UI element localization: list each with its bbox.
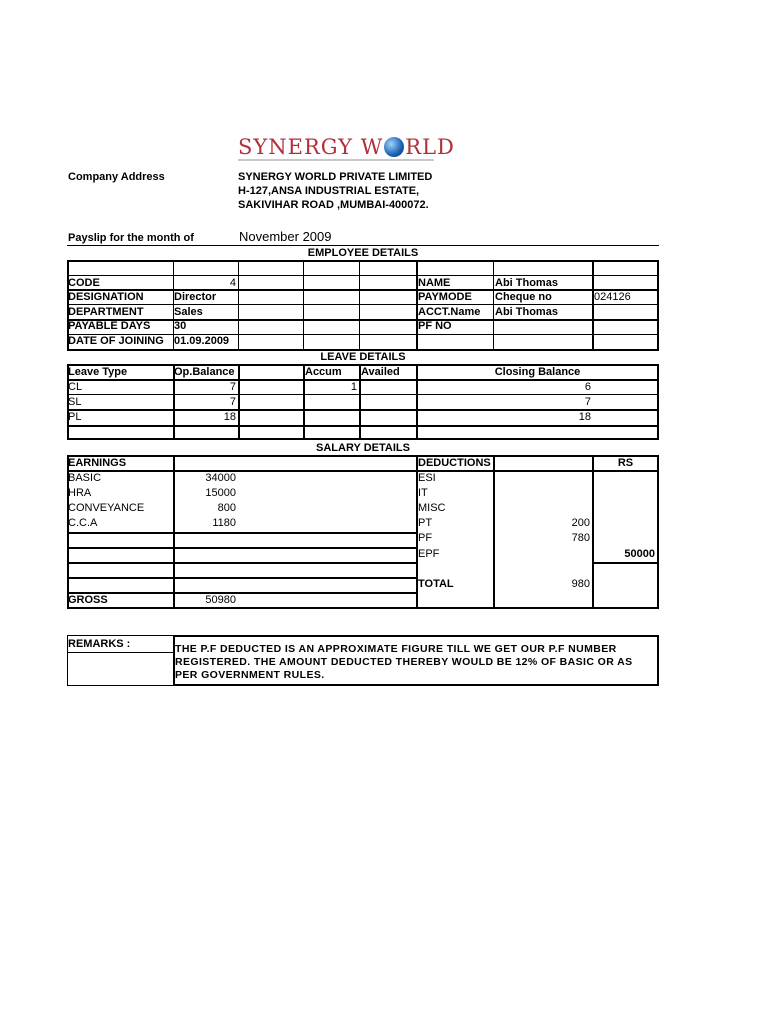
- earning-value: 34000: [205, 472, 236, 484]
- deduction-name: MISC: [418, 502, 446, 514]
- paymode-value: Cheque no: [495, 291, 552, 303]
- code-value: 4: [229, 277, 236, 289]
- earning-value: 1180: [212, 517, 236, 529]
- deduction-name: IT: [418, 487, 428, 499]
- closing-balance-header: Closing Balance: [494, 366, 581, 378]
- name-label: NAME: [418, 277, 451, 289]
- company-address-line-1: SYNERGY WORLD PRIVATE LIMITED: [238, 171, 433, 183]
- name-value: Abi Thomas: [495, 277, 558, 289]
- accumulated-header: Accum: [305, 366, 342, 378]
- closing-balance-cell: 6: [584, 381, 591, 393]
- deduction-name: EPF: [418, 548, 440, 560]
- globe-icon: [384, 137, 404, 157]
- rs-value: 50000: [624, 548, 655, 560]
- account-name-value: Abi Thomas: [495, 306, 558, 318]
- opening-balance-cell: 7: [229, 381, 236, 393]
- leave-details-heading: LEAVE DETAILS: [320, 351, 406, 363]
- earning-name: HRA: [68, 487, 92, 499]
- deductions-header: DEDUCTIONS: [418, 457, 491, 469]
- closing-balance-cell: 7: [584, 396, 591, 408]
- company-address-line-3: SAKIVIHAR ROAD ,MUMBAI-400072.: [238, 199, 429, 211]
- logo-underline: [238, 159, 434, 161]
- leave-type-cell: CL: [68, 381, 83, 393]
- remarks-label: REMARKS :: [68, 638, 131, 650]
- deduction-value: 200: [571, 517, 590, 529]
- gross-value: 50980: [205, 594, 236, 606]
- gross-label: GROSS: [68, 594, 108, 606]
- total-value: 980: [571, 578, 590, 590]
- earning-name: BASIC: [68, 472, 102, 484]
- deduction-name: PF: [418, 532, 433, 544]
- earning-value: 15000: [205, 487, 236, 499]
- department-value: Sales: [174, 306, 203, 318]
- employee-details-heading: EMPLOYEE DETAILS: [307, 247, 419, 259]
- deduction-value: 780: [571, 532, 590, 544]
- earning-name: CONVEYANCE: [68, 502, 145, 514]
- cheque-number-value: 024126: [594, 291, 631, 303]
- date-of-joining-value: 01.09.2009: [174, 335, 230, 347]
- opening-balance-cell: 18: [223, 411, 236, 423]
- earnings-header: EARNINGS: [68, 457, 127, 469]
- availed-header: Availed: [361, 366, 400, 378]
- opening-balance-cell: 7: [229, 396, 236, 408]
- payslip-month-value: November 2009: [239, 229, 332, 244]
- closing-balance-cell: 18: [578, 411, 591, 423]
- company-address-line-2: H-127,ANSA INDUSTRIAL ESTATE,: [238, 185, 420, 197]
- company-logo: [238, 133, 455, 161]
- payable-days-label: PAYABLE DAYS: [68, 320, 151, 332]
- opening-balance-header: Op.Balance: [174, 366, 235, 378]
- remarks-text: THE P.F DEDUCTED IS AN APPROXIMATE FIGURE TILL WE GET OUR P.F NUMBER REGISTERED. THE AMOUNT DEDUCTED THEREBY WOULD BE 12% OF BASIC OR AS PER GOVERNMENT RULES.: [175, 643, 633, 681]
- logo-text-part2: RLD: [405, 135, 455, 159]
- department-label: DEPARTMENT: [68, 306, 144, 318]
- leave-type-cell: SL: [68, 396, 82, 408]
- code-label: CODE: [68, 277, 100, 289]
- earning-value: 800: [217, 502, 236, 514]
- accumulated-cell: 1: [350, 381, 357, 393]
- pf-number-label: PF NO: [418, 320, 452, 332]
- salary-details-heading: SALARY DETAILS: [316, 442, 410, 454]
- leave-type-header: Leave Type: [68, 366, 128, 378]
- deduction-name: ESI: [418, 472, 436, 484]
- paymode-label: PAYMODE: [418, 291, 472, 303]
- account-name-label: ACCT.Name: [418, 306, 481, 318]
- designation-label: DESIGNATION: [68, 291, 144, 303]
- company-address-label: Company Address: [68, 171, 165, 183]
- total-label: TOTAL: [418, 578, 454, 590]
- logo-text-part1: SYNERGY W: [238, 135, 384, 159]
- earning-name: C.C.A: [68, 517, 98, 529]
- rs-header: RS: [617, 457, 634, 469]
- designation-value: Director: [174, 291, 217, 303]
- deduction-name: PT: [418, 517, 433, 529]
- payable-days-value: 30: [174, 320, 187, 332]
- date-of-joining-label: DATE OF JOINING: [68, 335, 164, 347]
- payslip-month-label: Payslip for the month of: [68, 232, 194, 244]
- leave-type-cell: PL: [68, 411, 82, 423]
